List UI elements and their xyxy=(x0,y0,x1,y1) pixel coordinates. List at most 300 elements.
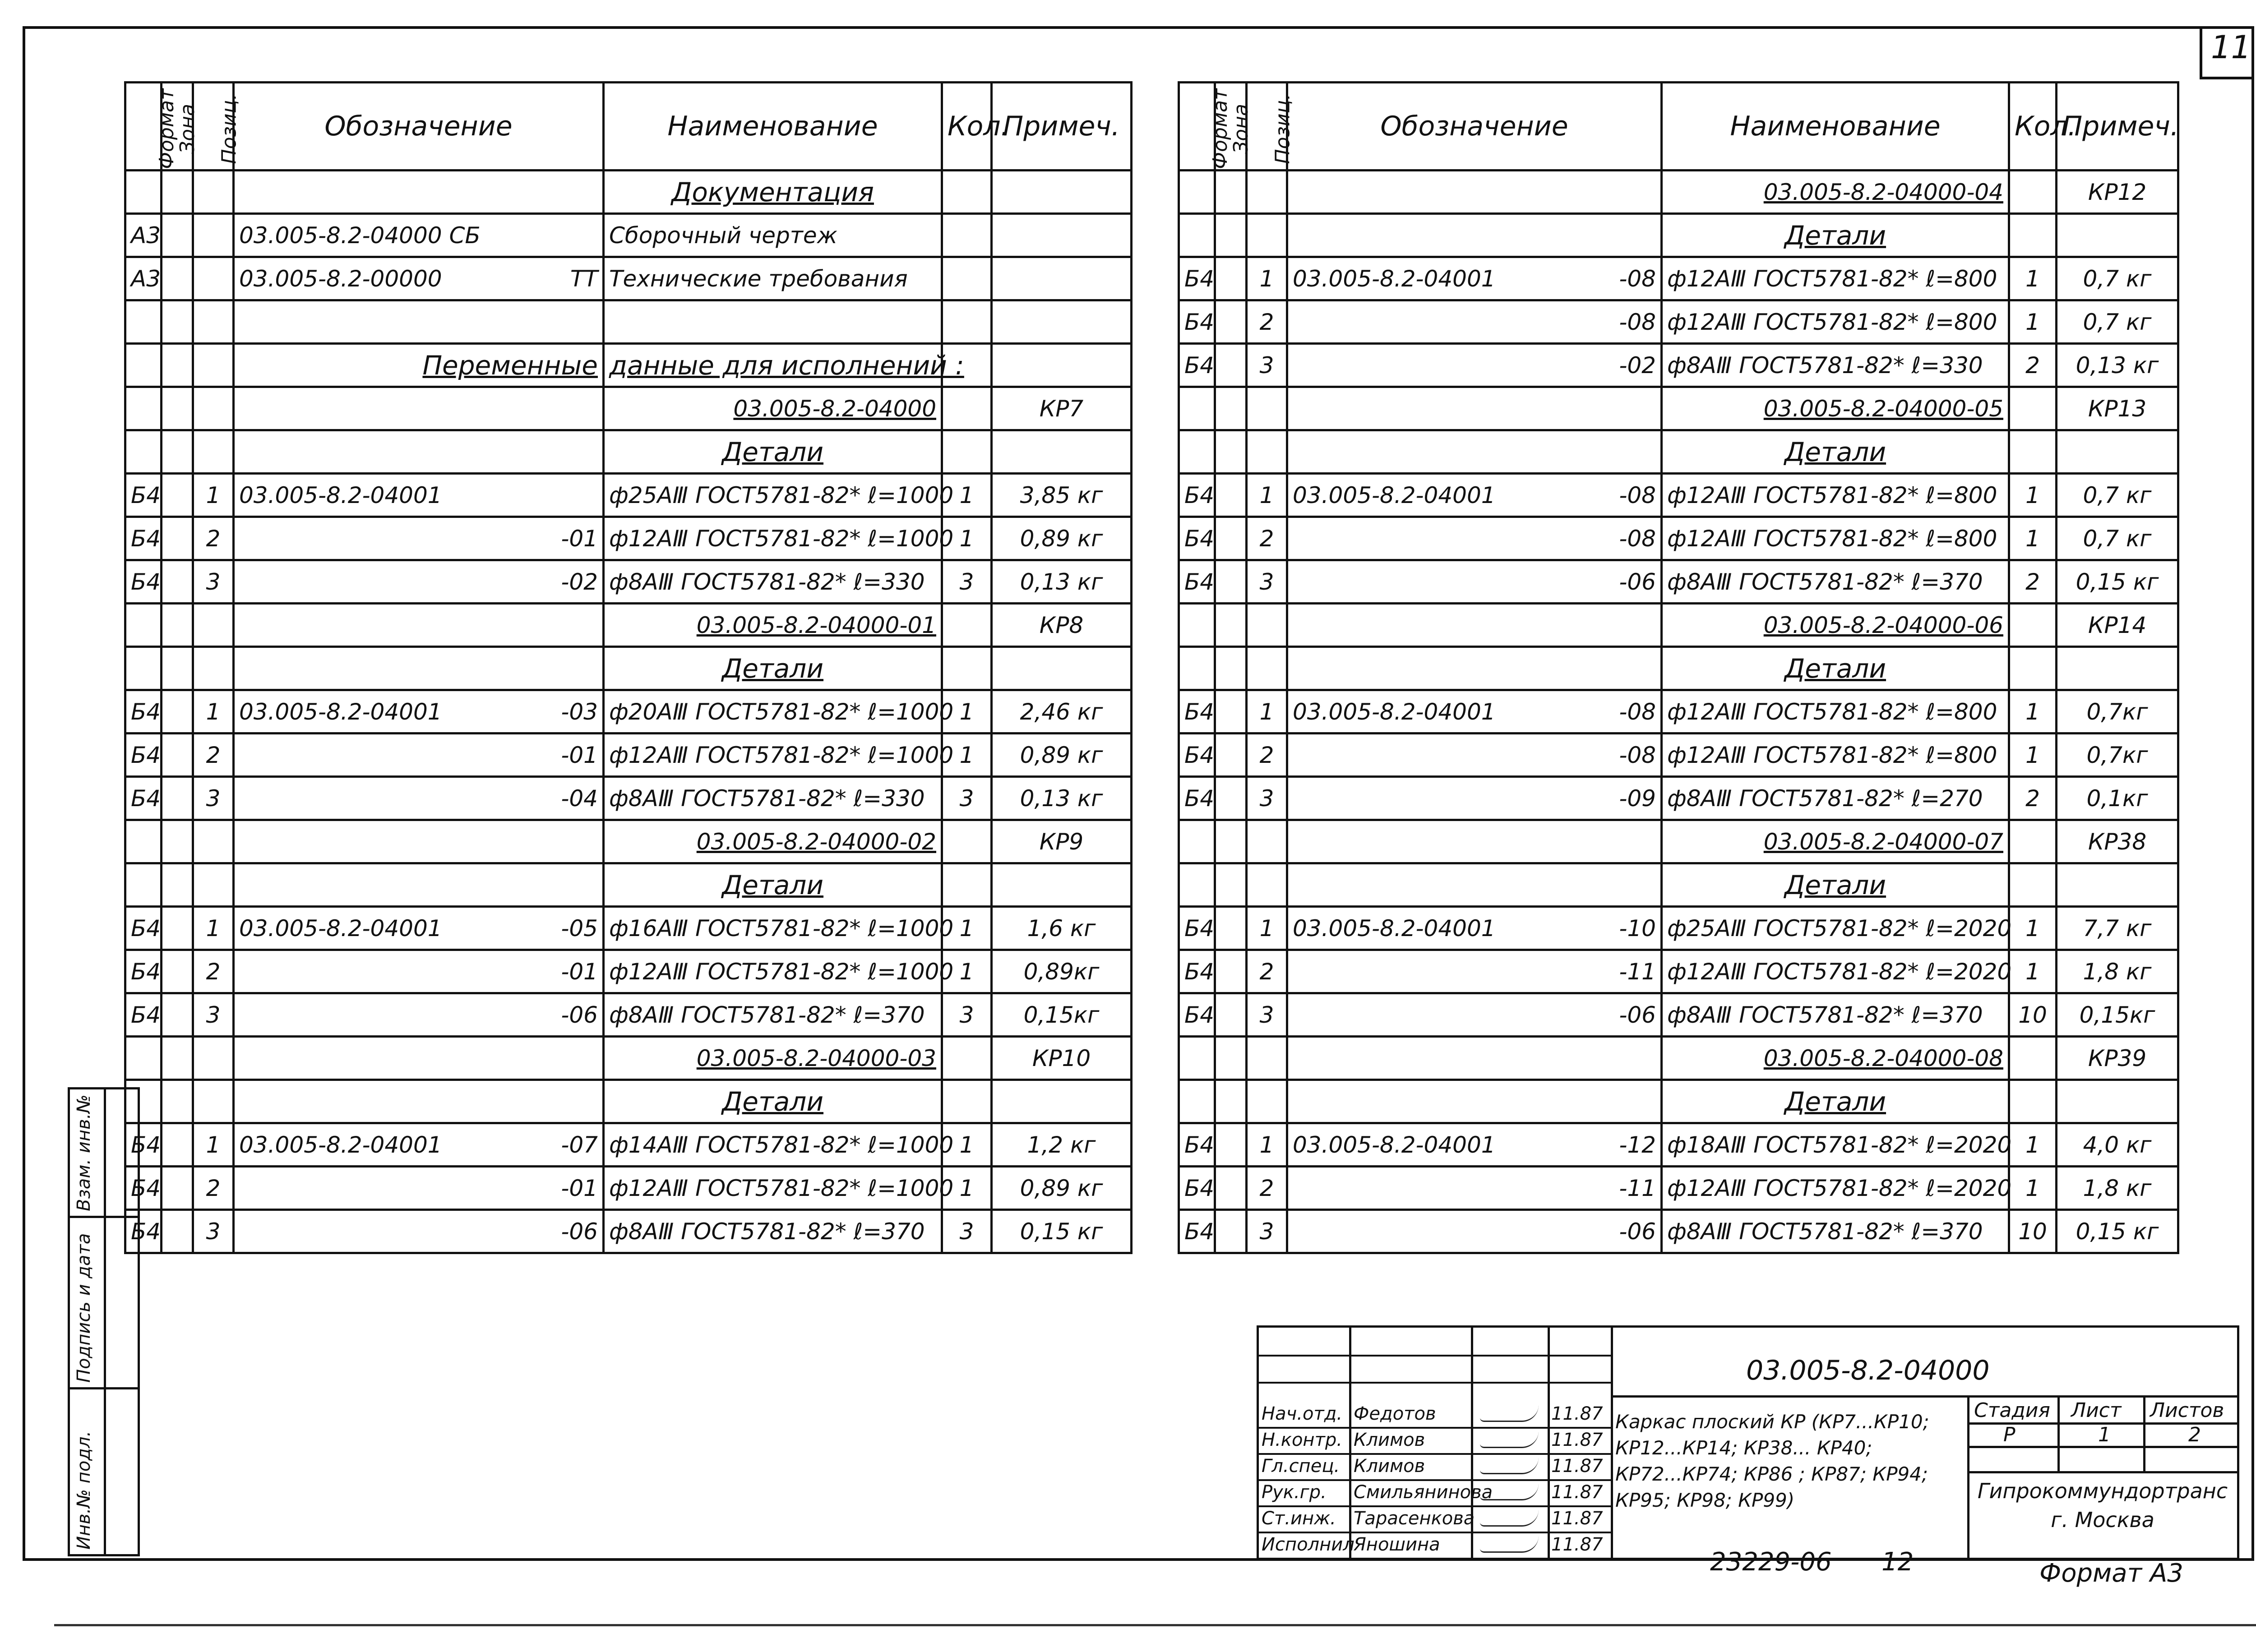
cell-qty xyxy=(2009,1080,2057,1123)
cell-format xyxy=(1179,1037,1215,1080)
cell-name xyxy=(1662,344,2009,387)
cell-position: 1 xyxy=(1247,907,1287,950)
cell-name xyxy=(1662,560,2009,604)
signer-name: Яношина xyxy=(1354,1534,1440,1555)
cell-format xyxy=(125,604,162,647)
cell-qty xyxy=(942,430,992,474)
cell-designation xyxy=(234,863,604,907)
cell-position xyxy=(193,863,234,907)
cell-note xyxy=(992,214,1132,257)
table-row xyxy=(125,1080,1132,1123)
cell-designation xyxy=(1287,734,1662,777)
cell-note xyxy=(2057,647,2178,690)
table-row xyxy=(1179,863,2178,907)
cell-designation xyxy=(1287,604,1662,647)
table-row xyxy=(125,474,1132,517)
signer-row xyxy=(1259,1505,1611,1533)
cell-position xyxy=(193,214,234,257)
cell-format xyxy=(1179,604,1215,647)
cell-qty: 3 xyxy=(942,993,992,1037)
cell-position xyxy=(193,1080,234,1123)
cell-qty xyxy=(942,863,992,907)
cell-qty: 1 xyxy=(2009,517,2057,560)
cell-format: Б4 xyxy=(125,517,162,560)
cell-name xyxy=(604,344,964,387)
cell-name xyxy=(604,777,942,820)
cell-qty xyxy=(942,820,992,863)
cell-format xyxy=(1179,863,1215,907)
cell-format: Б4 xyxy=(1179,734,1215,777)
sheet-label: Лист xyxy=(2071,1399,2122,1422)
cell-qty: 1 xyxy=(942,907,992,950)
cell-qty xyxy=(942,387,992,430)
cell-note: 0,13 кг xyxy=(992,777,1132,820)
signer-date: 11.87 xyxy=(1551,1430,1603,1450)
cell-note: 1,8 кг xyxy=(2057,950,2178,993)
cell-zone xyxy=(162,474,193,517)
cell-designation xyxy=(234,214,604,257)
designation-wrap xyxy=(1293,915,1656,941)
cell-qty xyxy=(2009,820,2057,863)
cell-note: КР39 xyxy=(2057,1037,2178,1080)
col-name: Наименование xyxy=(604,83,942,171)
cell-format xyxy=(125,300,162,344)
cell-note: КР9 xyxy=(992,820,1132,863)
cell-name xyxy=(604,517,954,560)
designation-code: 03.005-8.2-04001 xyxy=(1293,698,1496,725)
sheet-ref: 12 xyxy=(1882,1547,1914,1577)
cell-note: 0,7 кг xyxy=(2057,300,2178,344)
cell-note: КР8 xyxy=(992,604,1132,647)
cell-zone xyxy=(162,517,193,560)
table-row xyxy=(1179,430,2178,474)
cell-note: 0,7кг xyxy=(2057,734,2178,777)
signer-role: Н.контр. xyxy=(1262,1430,1342,1450)
cell-designation xyxy=(1287,1123,1662,1167)
cell-qty: 1 xyxy=(2009,257,2057,300)
cell-zone xyxy=(162,344,193,387)
cell-zone xyxy=(1215,300,1247,344)
organization xyxy=(1976,1477,2229,1534)
section-title: Детали xyxy=(1784,1086,1886,1117)
spec-table-right xyxy=(1178,81,2179,1254)
cell-zone xyxy=(1215,993,1247,1037)
designation-suffix: -05 xyxy=(561,915,598,941)
cell-note: 7,7 кг xyxy=(2057,907,2178,950)
designation-code: 03.005-8.2-04001 xyxy=(239,1131,442,1158)
designation-suffix: -06 xyxy=(1619,568,1656,595)
table-row xyxy=(125,993,1132,1037)
part-name: ф14АⅢ ГОСТ5781-82* ℓ=1000 xyxy=(609,1131,954,1158)
cell-format: Б4 xyxy=(1179,560,1215,604)
cell-format xyxy=(125,1037,162,1080)
cell-name xyxy=(1662,1210,2009,1253)
cell-position xyxy=(193,300,234,344)
cell-format xyxy=(1179,214,1215,257)
cell-qty xyxy=(2009,214,2057,257)
designation-suffix: -11 xyxy=(1619,1175,1656,1201)
section-title: Детали xyxy=(721,436,824,467)
table-row xyxy=(125,300,1132,344)
cell-zone xyxy=(162,1123,193,1167)
cell-position: 2 xyxy=(1247,950,1287,993)
part-name: ф12АⅢ ГОСТ5781-82* ℓ=800 xyxy=(1667,742,1997,768)
part-name: ф12АⅢ ГОСТ5781-82* ℓ=1000 xyxy=(609,958,954,985)
tb-divider xyxy=(1548,1328,1550,1558)
cell-format: Б4 xyxy=(125,777,162,820)
designation-wrap xyxy=(239,266,598,292)
designation-code: 03.005-8.2-04001 xyxy=(239,915,442,941)
cell-zone xyxy=(162,257,193,300)
designation-suffix: -06 xyxy=(1619,1218,1656,1245)
table-row xyxy=(1179,171,2178,214)
cell-name xyxy=(604,734,954,777)
cell-name xyxy=(604,950,954,993)
signer-name: Климов xyxy=(1354,1430,1425,1450)
table-row xyxy=(1179,214,2178,257)
table-row xyxy=(125,344,1132,387)
signature-mark xyxy=(1480,1431,1539,1448)
cell-note: 0,15кг xyxy=(2057,993,2178,1037)
col-format: Формат xyxy=(125,83,162,171)
cell-name xyxy=(1662,863,2009,907)
table-row xyxy=(1179,474,2178,517)
section-title: Детали xyxy=(1784,220,1886,251)
table-row xyxy=(125,647,1132,690)
cell-format: Б4 xyxy=(1179,690,1215,734)
cell-note xyxy=(992,647,1132,690)
col-qty: Кол. xyxy=(942,83,992,171)
cell-name xyxy=(1662,734,2009,777)
cell-zone xyxy=(1215,734,1247,777)
cell-qty: 1 xyxy=(942,474,992,517)
cell-position: 1 xyxy=(1247,690,1287,734)
signer-row xyxy=(1259,1453,1611,1481)
cell-zone xyxy=(1215,907,1247,950)
cell-designation xyxy=(1287,690,1662,734)
section-title: Детали xyxy=(1784,869,1886,900)
variant-designation: 03.005-8.2-04000-06 xyxy=(1763,612,2003,638)
cell-qty: 1 xyxy=(2009,300,2057,344)
cell-designation xyxy=(234,430,604,474)
designation-code: 03.005-8.2-04001 xyxy=(1293,265,1496,292)
part-name: ф8АⅢ ГОСТ5781-82* ℓ=370 xyxy=(1667,1218,1983,1245)
product-name: Каркас плоский КР (КР7...КР10; КР12...КР14; КР38... КР40; КР72...КР74; КР86 ; КР87; КР94; КР95; КР98; КР99) xyxy=(1615,1411,1929,1511)
cell-position xyxy=(1247,1080,1287,1123)
table-row xyxy=(125,430,1132,474)
cell-position: 2 xyxy=(193,517,234,560)
cell-zone xyxy=(162,387,193,430)
cell-name xyxy=(604,560,942,604)
designation-suffix: -06 xyxy=(561,1001,598,1028)
table-row xyxy=(1179,907,2178,950)
designation-code: 03.005-8.2-04001 xyxy=(239,482,442,508)
cell-zone xyxy=(162,604,193,647)
designation-wrap xyxy=(1293,266,1656,292)
cell-zone xyxy=(162,907,193,950)
variant-designation: 03.005-8.2-04000-04 xyxy=(1763,179,2003,205)
cell-format: Б4 xyxy=(125,1210,162,1253)
tb-divider xyxy=(1349,1328,1351,1558)
format-label: Формат А3 xyxy=(2039,1559,2183,1588)
cell-position xyxy=(193,171,234,214)
part-name: ф12АⅢ ГОСТ5781-82* ℓ=800 xyxy=(1667,309,1997,335)
cell-qty: 2 xyxy=(2009,344,2057,387)
cell-format xyxy=(125,430,162,474)
cell-designation xyxy=(1287,214,1662,257)
cell-designation xyxy=(1287,647,1662,690)
part-name: ф8АⅢ ГОСТ5781-82* ℓ=370 xyxy=(609,1001,925,1028)
table-row xyxy=(1179,777,2178,820)
cell-position xyxy=(1247,214,1287,257)
cell-position: 1 xyxy=(193,907,234,950)
part-name: ф20АⅢ ГОСТ5781-82* ℓ=1000 xyxy=(609,698,954,725)
cell-note xyxy=(992,257,1132,300)
cell-position xyxy=(1247,1037,1287,1080)
cell-name xyxy=(1662,1123,2012,1167)
cell-position xyxy=(1247,387,1287,430)
cell-format: Б4 xyxy=(1179,1210,1215,1253)
section-title: Детали xyxy=(721,869,824,900)
section-title: Документация xyxy=(671,176,874,208)
section-title: Детали xyxy=(721,1086,824,1117)
cell-zone xyxy=(162,863,193,907)
cell-name xyxy=(1662,387,2009,430)
col-qty: Кол. xyxy=(2009,83,2057,171)
cell-position: 2 xyxy=(1247,300,1287,344)
signer-date: 11.87 xyxy=(1551,1482,1603,1503)
cell-zone xyxy=(1215,214,1247,257)
cell-name xyxy=(1662,950,2012,993)
cell-qty xyxy=(2009,430,2057,474)
cell-name xyxy=(604,1210,942,1253)
cell-note: 1,2 кг xyxy=(992,1123,1132,1167)
designation-code: 03.005-8.2-04001 xyxy=(239,698,442,725)
part-name: ф18АⅢ ГОСТ5781-82* ℓ=2020 xyxy=(1667,1131,2012,1158)
tb-divider xyxy=(2057,1395,2060,1471)
cell-designation xyxy=(1287,820,1662,863)
designation-wrap xyxy=(239,699,598,725)
cell-note: 0,1кг xyxy=(2057,777,2178,820)
cell-zone xyxy=(162,300,193,344)
cell-designation xyxy=(1287,1037,1662,1080)
cell-name xyxy=(1662,517,2009,560)
sheets-label: Листов xyxy=(2150,1399,2224,1422)
cell-designation xyxy=(1287,1210,1662,1253)
cell-zone xyxy=(162,647,193,690)
cell-note xyxy=(992,1080,1132,1123)
designation-suffix: -08 xyxy=(1619,482,1656,508)
cell-format xyxy=(1179,1080,1215,1123)
table-row xyxy=(125,214,1132,257)
cell-zone xyxy=(1215,777,1247,820)
variant-designation: 03.005-8.2-04000 xyxy=(733,395,936,422)
table-row xyxy=(1179,690,2178,734)
table-row xyxy=(125,690,1132,734)
cell-name xyxy=(604,1123,954,1167)
tb-divider xyxy=(1967,1395,1969,1558)
cell-designation xyxy=(1287,257,1662,300)
cell-note: КР7 xyxy=(992,387,1132,430)
cell-qty: 1 xyxy=(942,734,992,777)
table-header xyxy=(1179,83,2178,171)
cell-zone xyxy=(162,214,193,257)
designation-wrap xyxy=(239,222,598,249)
cell-note: 0,15 кг xyxy=(992,1210,1132,1253)
cell-name xyxy=(1662,430,2009,474)
designation-suffix: -10 xyxy=(1619,915,1656,941)
designation-code: 03.005-8.2-04001 xyxy=(1293,482,1496,508)
cell-qty xyxy=(2009,647,2057,690)
signer-row xyxy=(1259,1532,1611,1560)
cell-qty: 1 xyxy=(2009,1123,2057,1167)
cell-note: 0,15 кг xyxy=(2057,1210,2178,1253)
sidebar-replace-label: Взам. инв.№ xyxy=(74,1094,94,1211)
cell-designation xyxy=(1287,777,1662,820)
cell-format: Б4 xyxy=(125,1123,162,1167)
cell-note xyxy=(992,300,1132,344)
part-name: ф12АⅢ ГОСТ5781-82* ℓ=800 xyxy=(1667,698,1997,725)
cell-name xyxy=(1662,690,2009,734)
signature-mark xyxy=(1480,1405,1539,1422)
table-row xyxy=(1179,604,2178,647)
cell-format: Б4 xyxy=(1179,907,1215,950)
cell-name xyxy=(1662,474,2009,517)
cell-name xyxy=(604,1037,942,1080)
cell-designation xyxy=(234,950,604,993)
col-format: Формат xyxy=(1179,83,1215,171)
designation-suffix: -01 xyxy=(561,958,598,985)
signer-date: 11.87 xyxy=(1551,1456,1603,1477)
cell-qty: 3 xyxy=(942,1210,992,1253)
designation-wrap xyxy=(1293,699,1656,725)
part-name: ф12АⅢ ГОСТ5781-82* ℓ=2020 xyxy=(1667,1175,2012,1201)
bottom-rule xyxy=(54,1624,2256,1626)
cell-zone xyxy=(1215,863,1247,907)
cell-name xyxy=(604,1080,942,1123)
table-row xyxy=(1179,1080,2178,1123)
archive-number: 23229-06 xyxy=(1710,1547,1832,1577)
cell-position: 3 xyxy=(193,560,234,604)
signer-role: Исполнил xyxy=(1262,1534,1355,1555)
part-name: ф12АⅢ ГОСТ5781-82* ℓ=800 xyxy=(1667,265,1997,292)
cell-zone xyxy=(1215,171,1247,214)
cell-designation xyxy=(234,907,604,950)
cell-name xyxy=(604,387,942,430)
table-row xyxy=(1179,560,2178,604)
signer-name: Климов xyxy=(1354,1456,1425,1477)
table-row xyxy=(125,820,1132,863)
designation-wrap xyxy=(1293,1175,1656,1201)
cell-format xyxy=(125,387,162,430)
designation-wrap xyxy=(239,1132,598,1158)
cell-position: 2 xyxy=(1247,1167,1287,1210)
cell-qty xyxy=(2009,1037,2057,1080)
cell-name xyxy=(604,647,942,690)
cell-position xyxy=(1247,863,1287,907)
signature-mark xyxy=(1480,1536,1539,1553)
part-name: ф12АⅢ ГОСТ5781-82* ℓ=2020 xyxy=(1667,958,2012,985)
designation-code: 03.005-8.2-00000 xyxy=(239,265,442,292)
cell-format: Б4 xyxy=(125,560,162,604)
cell-position xyxy=(193,1037,234,1080)
cell-name xyxy=(604,993,942,1037)
cell-position: 1 xyxy=(193,1123,234,1167)
cell-note xyxy=(2057,430,2178,474)
table-row xyxy=(125,863,1132,907)
designation-suffix: -01 xyxy=(561,1175,598,1201)
cell-zone xyxy=(162,1080,193,1123)
designation-suffix: -08 xyxy=(1619,698,1656,725)
cell-zone xyxy=(1215,604,1247,647)
cell-note xyxy=(2057,1080,2178,1123)
cell-zone xyxy=(1215,1037,1247,1080)
cell-name xyxy=(604,907,954,950)
cell-format: Б4 xyxy=(125,950,162,993)
cell-position: 2 xyxy=(193,734,234,777)
part-name: ф12АⅢ ГОСТ5781-82* ℓ=1000 xyxy=(609,742,954,768)
table-row xyxy=(1179,820,2178,863)
cell-note: 1,6 кг xyxy=(992,907,1132,950)
table-row xyxy=(125,907,1132,950)
table-row xyxy=(1179,1210,2178,1253)
cell-zone xyxy=(162,560,193,604)
cell-format: Б4 xyxy=(1179,1167,1215,1210)
cell-name xyxy=(604,1167,954,1210)
cell-zone xyxy=(1215,1167,1247,1210)
col-position: Позиц. xyxy=(193,83,234,171)
col-designation: Обозначение xyxy=(234,83,604,171)
signature-mark xyxy=(1480,1458,1539,1474)
cell-format xyxy=(1179,647,1215,690)
cell-format: Б4 xyxy=(1179,474,1215,517)
table-row xyxy=(125,604,1132,647)
cell-note: КР13 xyxy=(2057,387,2178,430)
sheet-value: 1 xyxy=(2098,1423,2111,1446)
cell-format: Б4 xyxy=(1179,344,1215,387)
table-row xyxy=(1179,1167,2178,1210)
table-header xyxy=(125,83,1132,171)
signer-row-empty xyxy=(1259,1328,1611,1357)
cell-zone xyxy=(162,993,193,1037)
cell-qty xyxy=(2009,387,2057,430)
designation-wrap xyxy=(239,915,598,941)
cell-designation xyxy=(1287,1167,1662,1210)
col-position: Позиц. xyxy=(1247,83,1287,171)
cell-zone xyxy=(1215,950,1247,993)
cell-designation xyxy=(234,257,604,300)
cell-qty: 1 xyxy=(942,950,992,993)
cell-position xyxy=(193,430,234,474)
cell-designation xyxy=(234,1210,604,1253)
tb-divider xyxy=(1471,1328,1473,1558)
signer-row xyxy=(1259,1401,1611,1429)
table-row xyxy=(1179,950,2178,993)
table-row xyxy=(125,387,1132,430)
cell-zone xyxy=(1215,1123,1247,1167)
cell-format: Б4 xyxy=(1179,1123,1215,1167)
cell-zone xyxy=(162,171,193,214)
cell-format xyxy=(1179,430,1215,474)
cell-position: 3 xyxy=(1247,993,1287,1037)
cell-note: 0,89 кг xyxy=(992,517,1132,560)
cell-zone xyxy=(1215,647,1247,690)
cell-note: 0,13 кг xyxy=(2057,344,2178,387)
cell-position xyxy=(1247,171,1287,214)
signer-role: Рук.гр. xyxy=(1262,1482,1327,1503)
designation-wrap xyxy=(1293,526,1656,552)
table-row xyxy=(1179,734,2178,777)
